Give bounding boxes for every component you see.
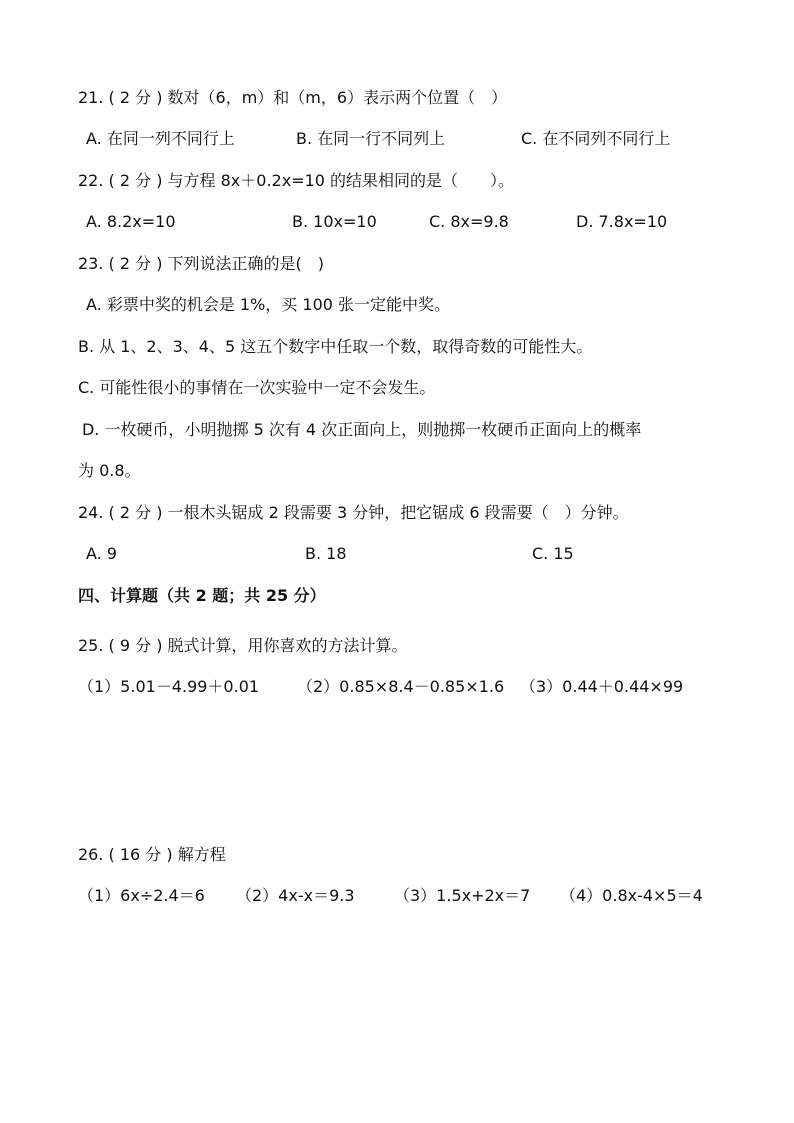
question-22-title: 22. ( 2 分 ) 与方程 8x＋0.2x=10 的结果相同的是（ ）。	[78, 171, 515, 190]
question-22-option-b: B. 10x=10	[292, 212, 377, 231]
question-21-option-b: B. 在同一行不同列上	[296, 129, 446, 148]
question-24-option-c: C. 15	[532, 544, 574, 563]
question-22-option-a: A. 8.2x=10	[86, 212, 176, 231]
question-25-item-1: （1）5.01－4.99＋0.01	[78, 677, 260, 696]
question-26-item-3: （3）1.5x+2x＝7	[394, 886, 531, 905]
question-22-option-c: C. 8x=9.8	[429, 212, 509, 231]
question-21-title: 21. ( 2 分 ) 数对（6，m）和（m，6）表示两个位置（ ）	[78, 88, 508, 107]
question-26-item-2: （2）4x-x＝9.3	[236, 886, 355, 905]
question-23-option-b: B. 从 1、2、3、4、5 这五个数字中任取一个数，取得奇数的可能性大。	[78, 337, 593, 356]
question-25-item-3: （3）0.44＋0.44×99	[520, 677, 684, 696]
question-23-option-a: A. 彩票中奖的机会是 1%，买 100 张一定能中奖。	[86, 295, 451, 314]
question-25-title: 25. ( 9 分 ) 脱式计算，用你喜欢的方法计算。	[78, 636, 408, 655]
question-24-option-b: B. 18	[305, 544, 347, 563]
question-26-item-1: （1）6x÷2.4＝6	[78, 886, 205, 905]
section-4-heading: 四、计算题（共 2 题；共 25 分）	[78, 586, 326, 605]
question-23-option-d-continued: 为 0.8。	[78, 461, 141, 480]
question-24-title: 24. ( 2 分 ) 一根木头锯成 2 段需要 3 分钟，把它锯成 6 段需要（ ）分钟。	[78, 503, 629, 522]
question-23-title: 23. ( 2 分 ) 下列说法正确的是( )	[78, 254, 325, 273]
question-25-item-2: （2）0.85×8.4－0.85×1.6	[297, 677, 505, 696]
question-21-option-a: A. 在同一列不同行上	[86, 129, 235, 148]
question-21-option-c: C. 在不同列不同行上	[521, 129, 671, 148]
question-26-item-4: （4）0.8x-4×5＝4	[560, 886, 703, 905]
question-22-option-d: D. 7.8x=10	[576, 212, 668, 231]
question-23-option-d: D. 一枚硬币，小明抛掷 5 次有 4 次正面向上，则抛掷一枚硬币正面向上的概率	[82, 420, 642, 439]
question-24-option-a: A. 9	[86, 544, 118, 563]
question-23-option-c: C. 可能性很小的事情在一次实验中一定不会发生。	[78, 378, 436, 397]
question-26-title: 26. ( 16 分 ) 解方程	[78, 845, 226, 864]
